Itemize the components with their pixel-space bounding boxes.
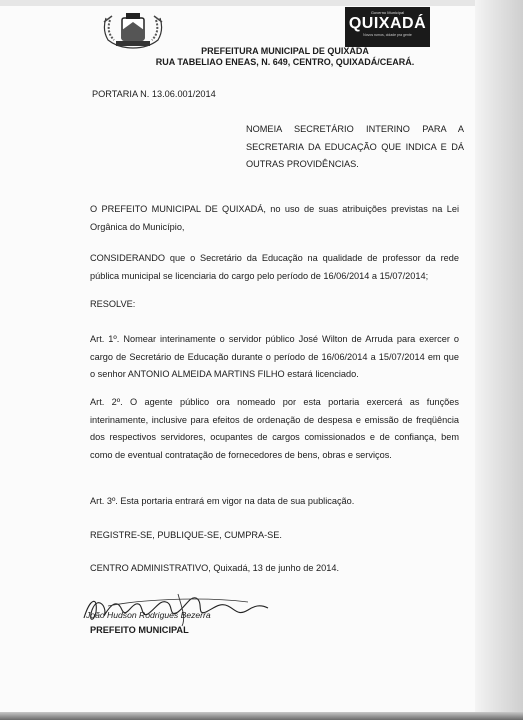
- scan-bottom-edge: [0, 712, 523, 720]
- article-3: Art. 3º. Esta portaria entrará em vigor na data de sua publicação.: [90, 496, 355, 506]
- logo-name: QUIXADÁ: [348, 15, 427, 32]
- scan-top-edge: [0, 0, 523, 6]
- intro-paragraph: O PREFEITO MUNICIPAL DE QUIXADÁ, no uso de suas atribuições previstas na Lei Orgânica do Município,: [90, 204, 459, 232]
- letterhead-address: RUA TABELIAO ENEAS, N. 649, CENTRO, QUIXADÁ/CEARÁ.: [155, 57, 415, 67]
- closing-formula: REGISTRE-SE, PUBLIQUE-SE, CUMPRA-SE.: [90, 530, 282, 540]
- place-and-date: CENTRO ADMINISTRATIVO, Quixadá, 13 de junho de 2014.: [90, 563, 340, 573]
- resolve-heading: RESOLVE:: [90, 299, 136, 309]
- article-1: Art. 1º. Nomear interinamente o servidor público José Wilton de Arruda para exercer o cargo de Secretário de Educação durante o período de 16/06/2014 a 15/07/2014 em que o senhor ANTONIO ALMEIDA MARTINS FILHO estará licenciado.: [90, 334, 459, 379]
- letterhead: [120, 46, 450, 68]
- portaria-number: PORTARIA N. 13.06.001/2014: [92, 89, 216, 99]
- article-2: Art. 2º. O agente público ora nomeado por esta portaria exercerá as funções interinamente, inclusive para efeitos de ordenação de despesa e emissão de freqüência dos respectivos servidores, ocupantes de cargos comissionados e de confiança, bem como de eventual contratação de fornecedores de bens, obras e serviços.: [90, 397, 459, 460]
- letterhead-title: PREFEITURA MUNICIPAL DE QUIXADÁ: [201, 46, 369, 56]
- signer-title: PREFEITO MUNICIPAL: [90, 625, 189, 635]
- considerando-paragraph: CONSIDERANDO que o Secretário da Educação na qualidade de professor da rede pública municipal se licenciaria do cargo pelo período de 16/06/2014 a 15/07/2014;: [90, 253, 459, 281]
- signer-name: João Hudson Rodrigues Bezerra: [86, 610, 211, 620]
- ementa: NOMEIA SECRETÁRIO INTERINO PARA A SECRETARIA DA EDUCAÇÃO QUE INDICA E DÁ OUTRAS PROVIDÊNCIAS.: [246, 124, 464, 169]
- logo-tagline: Novos rumos, cidade pra gente: [363, 33, 412, 37]
- scan-right-shadow: [475, 0, 523, 720]
- municipal-crest-icon: [100, 10, 166, 50]
- quixada-logo: [345, 7, 430, 47]
- logo-small-text: Governo Municipal: [370, 10, 405, 15]
